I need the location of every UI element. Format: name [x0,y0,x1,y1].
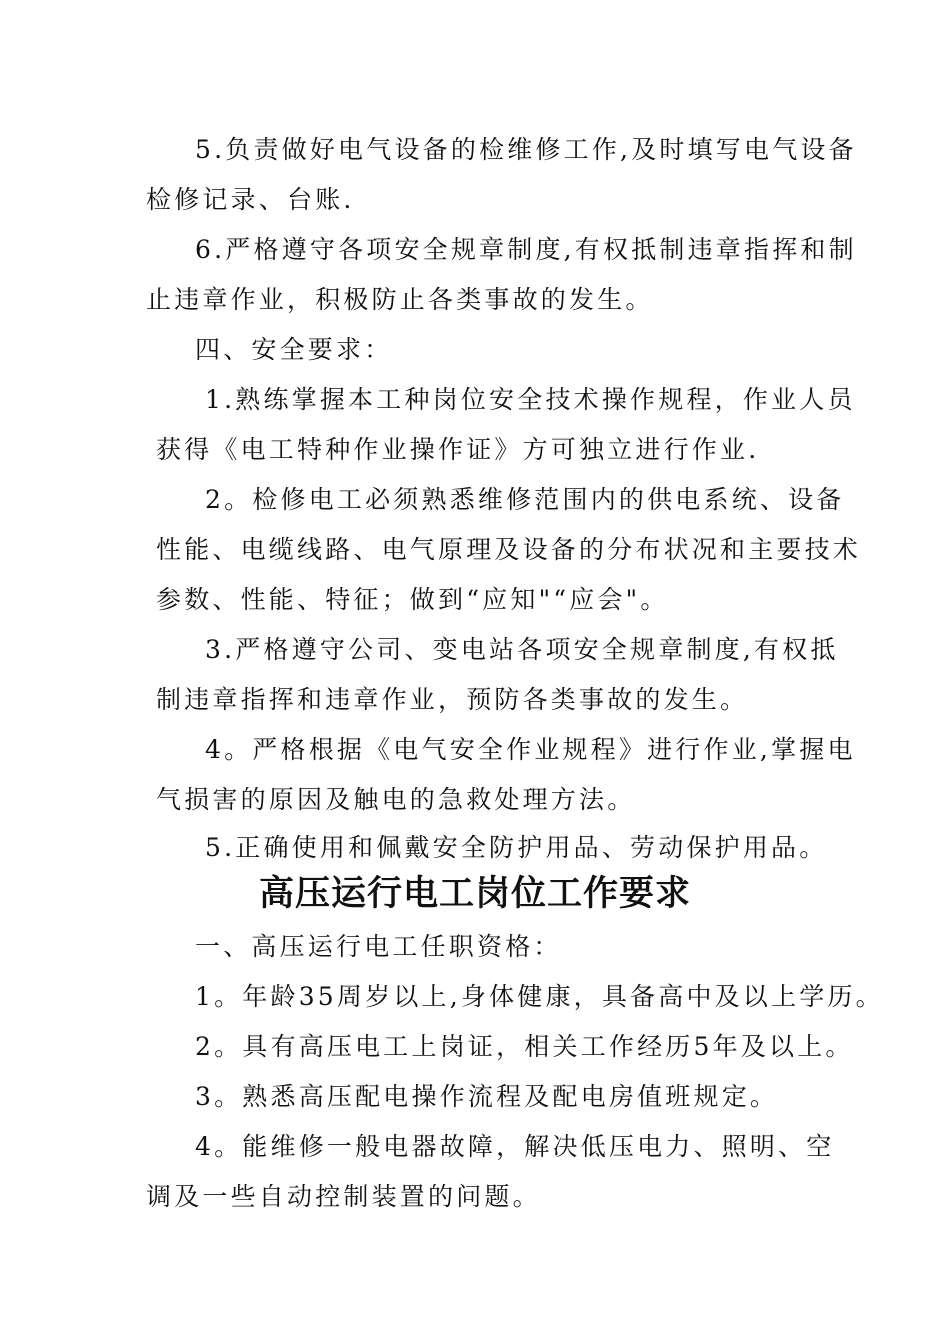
safety-item-2-line-1: 2。检修电工必须熟悉维修范围内的供电系统、设备 [205,485,845,514]
qualification-heading: 一、高压运行电工任职资格： [195,932,562,961]
safety-item-4-line-2: 气损害的原因及触电的急救处理方法。 [156,785,636,814]
safety-item-2-line-3: 参数、性能、特征；做到“应知"“应会"。 [156,585,669,614]
item-5-line-1: 5.负责做好电气设备的检维修工作,及时填写电气设备 [195,135,857,164]
safety-item-1-line-1: 1.熟练掌握本工种岗位安全技术操作规程，作业人员 [205,385,856,414]
qualification-item-4-line-2: 调及一些自动控制装置的问题。 [146,1182,541,1211]
qualification-item-1: 1。年龄35周岁以上,身体健康，具备高中及以上学历。 [195,982,884,1011]
item-6-line-1: 6.严格遵守各项安全规章制度,有权抵制违章指挥和制 [195,235,857,264]
safety-item-3-line-1: 3.严格遵守公司、变电站各项安全规章制度,有权抵 [205,635,839,664]
safety-item-5-line-1: 5.正确使用和佩戴安全防护用品、劳动保护用品。 [205,833,828,862]
document-title: 高压运行电工岗位工作要求 [258,873,691,914]
qualification-item-4-line-1: 4。能维修一般电器故障，解决低压电力、照明、空 [195,1132,835,1161]
safety-item-2-line-2: 性能、电缆线路、电气原理及设备的分布状况和主要技术 [156,535,862,564]
safety-item-3-line-2: 制违章指挥和违章作业，预防各类事故的发生。 [156,685,749,714]
safety-heading: 四、安全要求： [195,335,393,364]
qualification-item-2: 2。具有高压电工上岗证，相关工作经历5年及以上。 [195,1032,854,1061]
qualification-item-3: 3。熟悉高压配电操作流程及配电房值班规定。 [195,1082,779,1111]
item-5-line-2: 检修记录、台账. [146,185,355,214]
safety-item-4-line-1: 4。严格根据《电气安全作业规程》进行作业,掌握电 [205,735,856,764]
item-6-line-2: 止违章作业，积极防止各类事故的发生。 [146,285,654,314]
safety-item-1-line-2: 获得《电工特种作业操作证》方可独立进行作业. [156,435,760,464]
